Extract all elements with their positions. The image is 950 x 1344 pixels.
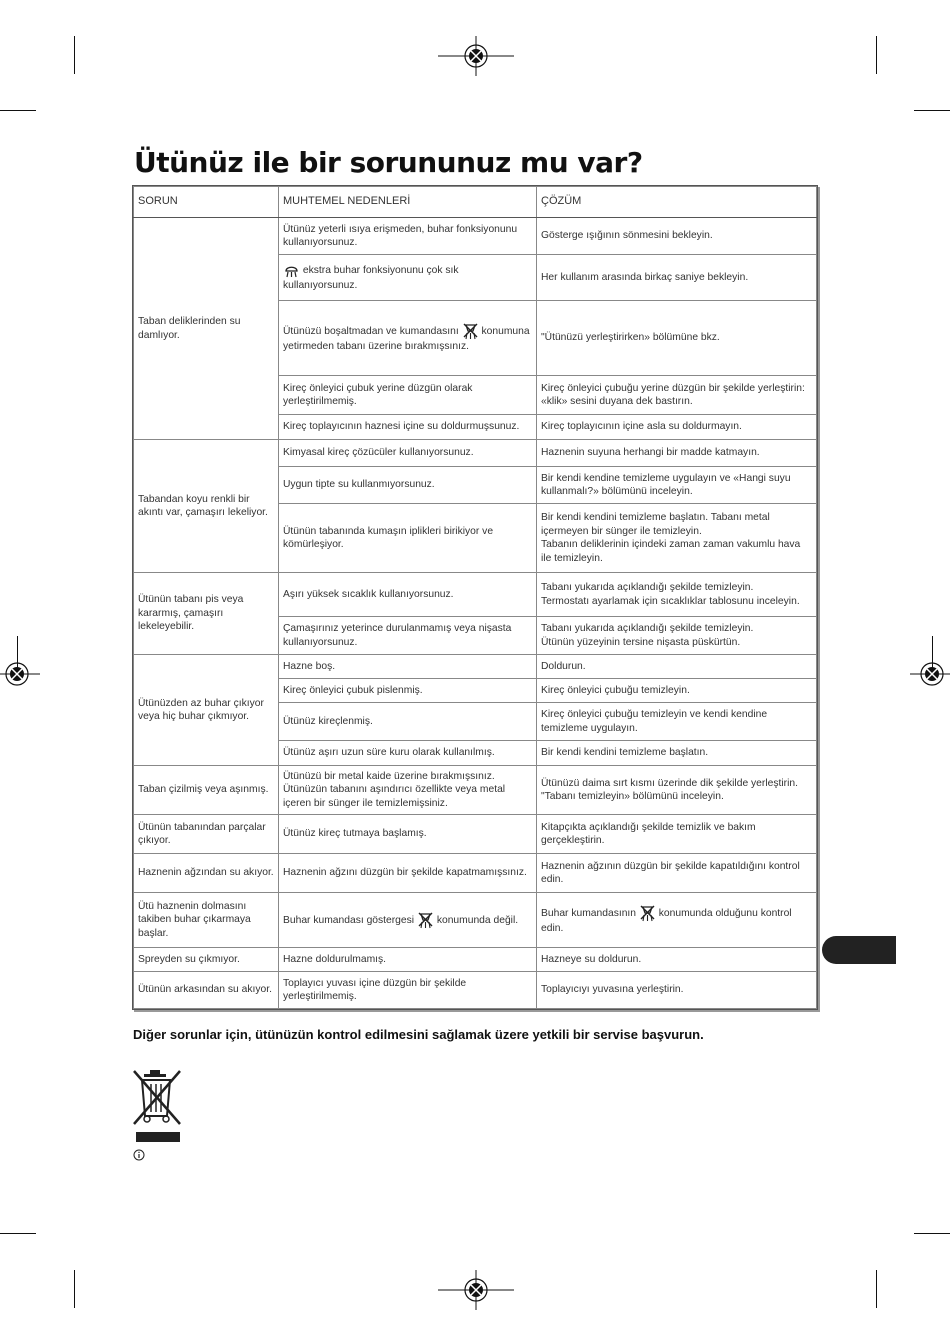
cause-text: Kireç önleyici çubuk pislenmiş. (283, 684, 423, 696)
cause-text: Ütünüzü boşaltmadan ve kumandasını (283, 325, 459, 337)
solution-cell (537, 415, 817, 440)
cause-text: Kireç önleyici çubuk yerine düzgün olarak yerleştirilmemiş. (283, 382, 473, 407)
problem-text: Taban deliklerinden su damlıyor. (138, 316, 241, 341)
problem-text: Taban çizilmiş veya aşınmış. (138, 784, 269, 796)
problem-text: Ütü haznenin dolmasını takiben buhar çıkarmaya başlar. (138, 900, 251, 939)
cause-cell (279, 467, 537, 504)
table-row (134, 893, 817, 948)
problem-cell (134, 815, 279, 854)
crop-mark (876, 36, 877, 74)
solution-cell (537, 301, 817, 376)
problem-text: Ütünüzden az buhar çıkıyor veya hiç buhar çıkmıyor. (138, 697, 264, 722)
cause-text: Ütünüz kireçlenmiş. (283, 715, 373, 727)
troubleshooting-grid (133, 186, 817, 1009)
solution-cell (537, 218, 817, 255)
crop-mark (876, 1270, 877, 1308)
problem-text: Haznenin ağzından su akıyor. (138, 867, 274, 879)
solution-text: Haznenin ağzının düzgün bir şekilde kapatıldığını kontrol edin. (541, 860, 800, 885)
header-problem: SORUN (134, 187, 279, 218)
problem-text: Ütünün tabanı pis veya kararmış, çamaşırı lekeleyebilir. (138, 594, 244, 633)
solution-cell (537, 376, 817, 415)
solution-cell (537, 948, 817, 972)
solution-text: Buhar kumandasının (541, 907, 637, 919)
table-row (134, 573, 817, 617)
solution-text: Haznenin suyuna herhangi bir madde katmayın. (541, 447, 760, 459)
solution-text: Ütünüzü daima sırt kısmı üzerinde dik şekilde yerleştirin. (541, 777, 798, 789)
solution-text: Her kullanım arasında birkaç saniye bekleyin. (541, 271, 749, 283)
table-row (134, 948, 817, 972)
cause-text: Uygun tipte su kullanmıyorsunuz. (283, 479, 435, 491)
solution-text: Kireç toplayıcının içine asla su doldurmayın. (541, 421, 742, 433)
solution-text: Toplayıcıyı yuvasına yerleştirin. (541, 984, 684, 996)
cause-cell (279, 573, 537, 617)
table-body (134, 218, 817, 1009)
cause-text: ekstra buhar fonksiyonunu çok sık kullanıyorsunuz. (283, 265, 459, 292)
cause-cell (279, 255, 537, 301)
cause-cell (279, 415, 537, 440)
problem-cell (134, 948, 279, 972)
solution-text: Hazneye su doldurun. (541, 953, 642, 965)
problem-cell (134, 972, 279, 1009)
header-solution: ÇÖZÜM (537, 187, 817, 218)
problem-cell (134, 655, 279, 766)
cause-cell (279, 972, 537, 1009)
solution-text-line2: Ütünün yüzeyinin tersine nişasta püskürtün. (541, 636, 741, 648)
table-row (134, 972, 817, 1009)
solution-cell (537, 573, 817, 617)
solution-text: Doldurun. (541, 660, 586, 672)
solution-cell (537, 893, 817, 948)
cause-text: Ütünüz kireç tutmaya başlamış. (283, 828, 427, 840)
solution-cell (537, 741, 817, 766)
cause-text: Ütünüz aşırı uzun süre kuru olarak kullanılmış. (283, 747, 495, 759)
solution-cell (537, 440, 817, 467)
cause-text: Haznenin ağzını düzgün bir şekilde kapatmamışsınız. (283, 867, 527, 879)
registration-mark-icon (910, 654, 950, 694)
cause-text: Buhar kumandası göstergesi (283, 914, 415, 926)
solution-cell (537, 617, 817, 655)
solution-text: Gösterge ışığının sönmesini bekleyin. (541, 230, 713, 242)
table-row (134, 815, 817, 854)
solution-cell (537, 655, 817, 679)
anti-calc-steam-off-icon (417, 912, 434, 929)
solution-cell (537, 972, 817, 1009)
table-row (134, 218, 817, 255)
cause-cell (279, 218, 537, 255)
solution-text-line2: Tabanın deliklerinin içindeki zaman zaman vakumlu hava ile temizleyin. (541, 539, 801, 564)
solution-cell (537, 703, 817, 741)
solution-cell (537, 255, 817, 301)
table-row (134, 655, 817, 679)
cause-cell (279, 376, 537, 415)
cause-cell (279, 504, 537, 573)
solution-cell (537, 815, 817, 854)
cause-cell (279, 741, 537, 766)
crossed-out-wheelie-bin-icon (130, 1068, 186, 1146)
solution-text: "Ütünüzü yerleştirirken» bölümüne bkz. (541, 332, 720, 344)
cause-cell (279, 655, 537, 679)
crop-mark (0, 1233, 36, 1234)
problem-cell (134, 573, 279, 655)
table-row (134, 440, 817, 467)
cause-text: Aşırı yüksek sıcaklık kullanıyorsunuz. (283, 588, 454, 600)
cause-cell (279, 440, 537, 467)
cause-cell (279, 815, 537, 854)
table-row (134, 766, 817, 815)
crop-mark (0, 110, 36, 111)
table-row (134, 854, 817, 893)
header-cause: MUHTEMEL NEDENLERİ (279, 187, 537, 218)
anti-calc-steam-off-icon (639, 905, 656, 922)
solution-cell (537, 766, 817, 815)
troubleshooting-table (132, 185, 818, 1010)
solution-text-line2: "Tabanı temizleyin» bölümünü inceleyin. (541, 791, 724, 802)
cause-text: Çamaşırınız yeterince durulanmamış veya nişasta kullanıyorsunuz. (283, 623, 512, 648)
cause-text: Ütünün tabanında kumaşın iplikleri birikiyor ve kömürleşiyor. (283, 525, 494, 550)
cause-cell (279, 703, 537, 741)
problem-cell (134, 218, 279, 440)
crop-mark (914, 110, 950, 111)
crop-mark (74, 36, 75, 74)
crop-mark (914, 1233, 950, 1234)
problem-text: Tabandan koyu renkli bir akıntı var, çamaşırı lekeliyor. (138, 493, 268, 518)
info-icon (133, 1149, 145, 1161)
footer-note: Diğer sorunlar için, ütünüzün kontrol edilmesini sağlamak üzere yetkili bir servise başvurun. (133, 1027, 704, 1042)
solution-cell (537, 467, 817, 504)
cause-text: Ütünüzü bir metal kaide üzerine bırakmışsınız. Ütünüzün tabanını aşındırıcı özellikte veya metal içeren bir sünger ile temizlemişsiniz. (283, 770, 506, 809)
cause-text-cont: konumuna yetirmeden tabanı üzerine bırakmışsınız. (283, 325, 530, 352)
problem-cell (134, 854, 279, 893)
extra-steam-icon (283, 262, 300, 279)
cause-cell (279, 893, 537, 948)
solution-text: Bir kendi kendine temizleme uygulayın ve «Hangi suyu kullanmalı?» bölümünü inceleyin. (541, 472, 791, 497)
cause-text: Kireç toplayıcının haznesi içine su doldurmuşsunuz. (283, 421, 520, 433)
cause-text-cont: konumunda değil. (436, 914, 519, 926)
cause-text: Kimyasal kireç çözücüler kullanıyorsunuz. (283, 447, 474, 459)
solution-text-cont: konumunda olduğunu kontrol edin. (541, 907, 792, 934)
solution-cell (537, 854, 817, 893)
cause-cell (279, 301, 537, 376)
cause-text: Hazne boş. (283, 660, 336, 672)
registration-mark-icon (438, 1270, 514, 1310)
problem-text: Ütünün arkasından su akıyor. (138, 984, 272, 996)
cause-cell (279, 679, 537, 703)
cause-cell (279, 766, 537, 815)
solution-text: Kireç önleyici çubuğu temizleyin. (541, 684, 690, 696)
problem-cell (134, 766, 279, 815)
solution-text: Kireç önleyici çubuğu yerine düzgün bir şekilde yerleştirin: «klik» sesini duyana dek bastırın. (541, 382, 805, 407)
solution-text: Kireç önleyici çubuğu temizleyin ve kendi kendine temizleme uygulayın. (541, 709, 768, 734)
solution-cell (537, 504, 817, 573)
registration-mark-icon (438, 36, 514, 76)
solution-text: Tabanı yukarıda açıklandığı şekilde temizleyin. (541, 623, 754, 634)
cause-cell (279, 948, 537, 972)
anti-calc-steam-off-icon (462, 323, 479, 340)
table-header-row (134, 187, 817, 218)
cause-cell (279, 617, 537, 655)
cause-text: Hazne doldurulmamış. (283, 953, 387, 965)
solution-text: Bir kendi kendini temizleme başlatın. Tabanı metal içermeyen bir sünger ile temizleyin. (541, 512, 770, 537)
cause-cell (279, 854, 537, 893)
problem-text: Ütünün tabanından parçalar çıkıyor. (138, 821, 266, 846)
problem-cell (134, 893, 279, 948)
crop-mark (74, 1270, 75, 1308)
problem-text: Spreyden su çıkmıyor. (138, 953, 240, 965)
cause-text: Ütünüz yeterli ısıya erişmeden, buhar fonksiyonunu kullanıyorsunuz. (283, 223, 518, 248)
registration-mark-icon (0, 654, 40, 694)
page-title: Ütünüz ile bir sorununuz mu var? (134, 146, 643, 179)
solution-text: Kitapçıkta açıklandığı şekilde temizlik ve bakım gerçekleştirin. (541, 821, 756, 846)
solution-text: Bir kendi kendini temizleme başlatın. (541, 747, 709, 759)
solution-text-line2: Termostatı ayarlamak için sıcaklıklar tablosunu inceleyin. (541, 595, 800, 607)
cause-text: Toplayıcı yuvası içine düzgün bir şekilde yerleştirilmemiş. (283, 977, 467, 1002)
problem-cell (134, 440, 279, 573)
solution-text: Tabanı yukarıda açıklandığı şekilde temizleyin. (541, 582, 754, 593)
page-tab-marker (822, 936, 896, 964)
solution-cell (537, 679, 817, 703)
